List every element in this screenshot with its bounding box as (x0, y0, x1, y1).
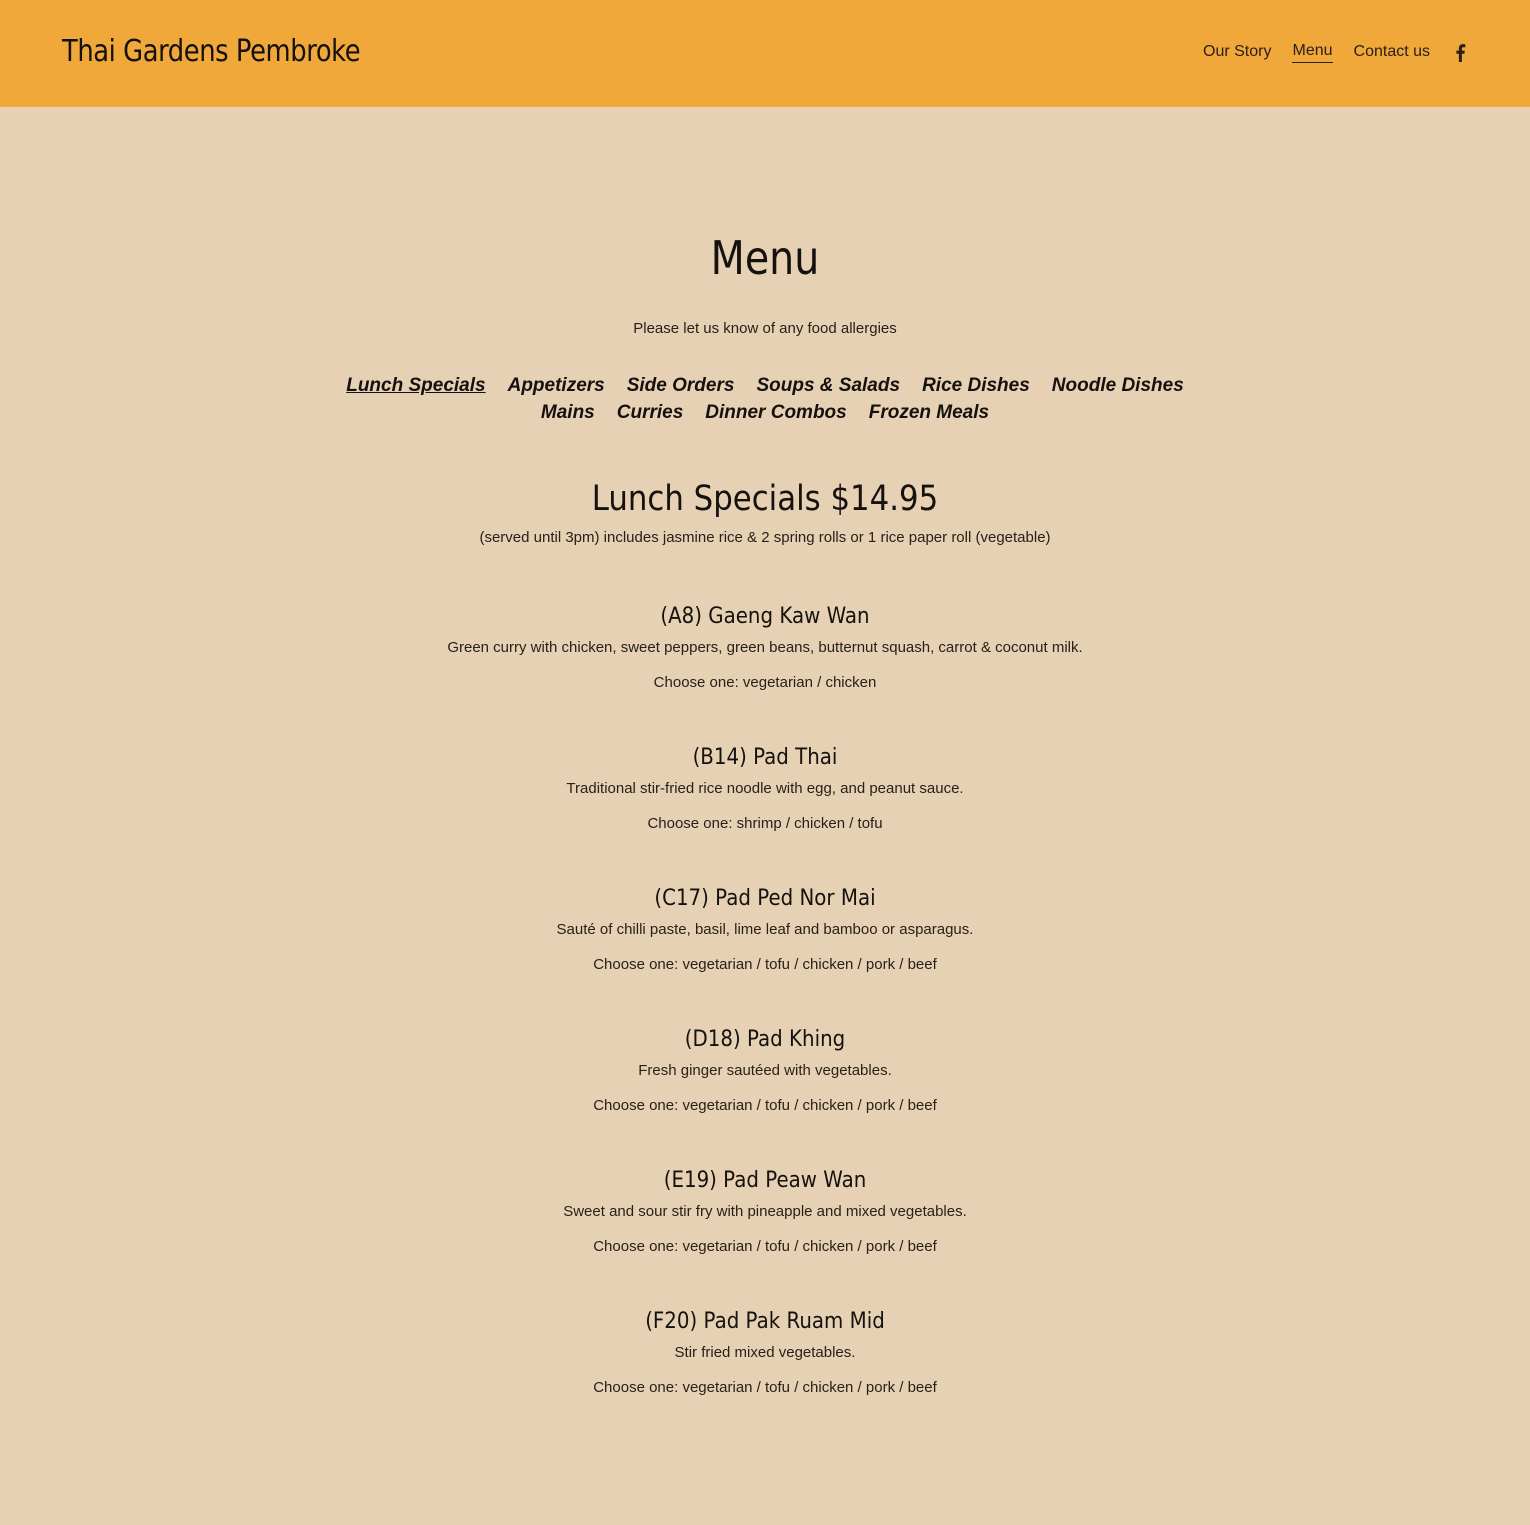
menu-item-description: Fresh ginger sautéed with vegetables. (638, 1062, 892, 1079)
category-dinner-combos[interactable]: Dinner Combos (705, 402, 847, 423)
site-title[interactable]: Thai Gardens Pembroke (62, 34, 361, 69)
menu-item-name: (E19) Pad Peaw Wan (663, 1168, 867, 1193)
nav-menu[interactable]: Menu (1292, 42, 1332, 63)
facebook-icon[interactable] (1454, 44, 1468, 62)
menu-item-name: (C17) Pad Ped Nor Mai (654, 886, 876, 911)
menu-item (0, 603, 1530, 692)
main-nav (1182, 42, 1468, 63)
category-side-orders[interactable]: Side Orders (626, 375, 735, 396)
menu-item (0, 1308, 1530, 1397)
menu-item-choice: Choose one: vegetarian / chicken (653, 674, 877, 691)
menu-item (0, 1026, 1530, 1115)
menu-item-description: Sweet and sour stir fry with pineapple and mixed vegetables. (563, 1203, 967, 1220)
section-title: Lunch Specials $14.95 (591, 479, 939, 519)
category-soups-salads[interactable]: Soups & Salads (756, 375, 901, 396)
allergy-note: Please let us know of any food allergies (633, 320, 897, 337)
category-row-1 (0, 372, 1530, 399)
menu-item-choice: Choose one: vegetarian / tofu / chicken / pork / beef (593, 1097, 937, 1114)
category-frozen-meals[interactable]: Frozen Meals (868, 402, 990, 423)
category-appetizers[interactable]: Appetizers (507, 375, 605, 396)
menu-item (0, 1167, 1530, 1256)
category-lunch-specials[interactable]: Lunch Specials (346, 375, 486, 396)
section-note: (served until 3pm) includes jasmine rice & 2 spring rolls or 1 rice paper roll (vegetable) (479, 529, 1051, 546)
menu-item (0, 744, 1530, 833)
menu-item-choice: Choose one: vegetarian / tofu / chicken / pork / beef (593, 956, 937, 973)
menu-item-description: Sauté of chilli paste, basil, lime leaf and bamboo or asparagus. (556, 921, 974, 938)
menu-item-name: (F20) Pad Pak Ruam Mid (645, 1309, 885, 1334)
category-row-2 (0, 399, 1530, 426)
menu-item-name: (A8) Gaeng Kaw Wan (660, 604, 870, 629)
category-noodle-dishes[interactable]: Noodle Dishes (1051, 375, 1184, 396)
menu-item-description: Green curry with chicken, sweet peppers, green beans, butternut squash, carrot & coconut milk. (447, 639, 1083, 656)
category-rice-dishes[interactable]: Rice Dishes (922, 375, 1030, 396)
nav-our-story[interactable]: Our Story (1203, 42, 1272, 60)
category-mains[interactable]: Mains (540, 402, 595, 423)
page-title: Menu (710, 231, 820, 285)
menu-item-description: Stir fried mixed vegetables. (674, 1344, 856, 1361)
nav-contact-us[interactable]: Contact us (1353, 42, 1430, 60)
menu-item-description: Traditional stir-fried rice noodle with egg, and peanut sauce. (566, 780, 964, 797)
site-header (0, 0, 1530, 107)
menu-item-choice: Choose one: shrimp / chicken / tofu (647, 815, 883, 832)
menu-item-name: (B14) Pad Thai (692, 745, 838, 770)
menu-item-choice: Choose one: vegetarian / tofu / chicken / pork / beef (593, 1238, 937, 1255)
menu-item (0, 885, 1530, 974)
menu-item-choice: Choose one: vegetarian / tofu / chicken / pork / beef (593, 1379, 937, 1396)
category-curries[interactable]: Curries (616, 402, 684, 423)
category-nav (0, 372, 1530, 426)
menu-item-name: (D18) Pad Khing (684, 1027, 846, 1052)
